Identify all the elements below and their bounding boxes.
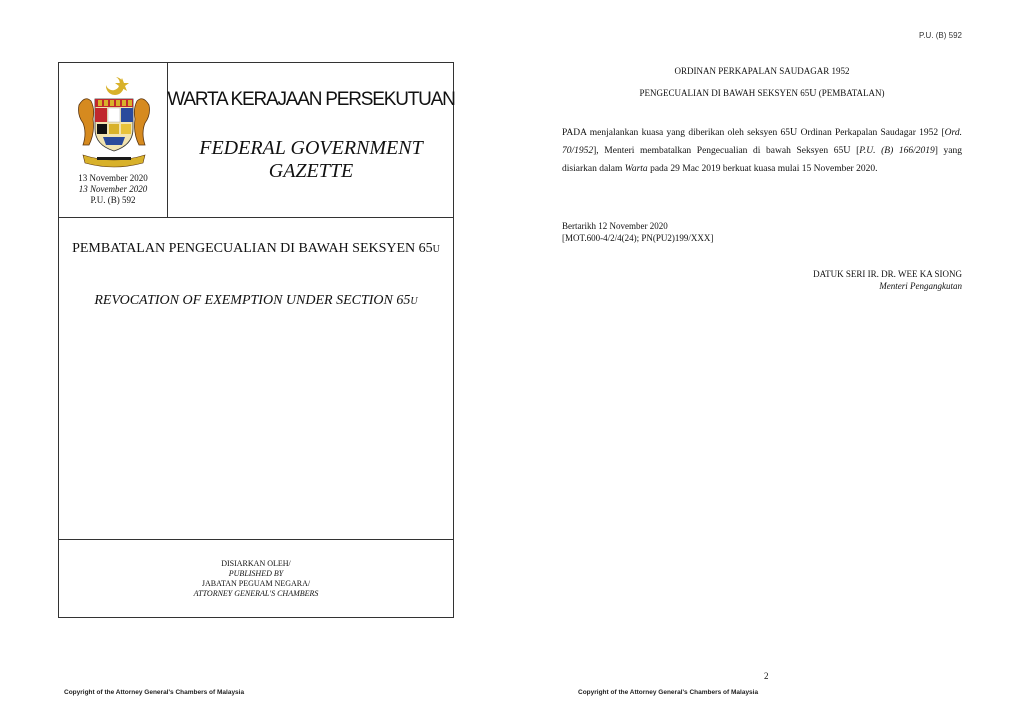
para-pu-ref: P.U. (B) 166/2019 [859,146,935,156]
cover-divider-bottom [59,539,453,540]
gazette-title-en-line2: GAZETTE [268,160,354,182]
cover-date-en: 13 November 2020 [78,184,148,194]
signature-block [813,268,962,292]
page-reference: P.U. (B) 592 [919,31,962,40]
cover-date-ms: 13 November 2020 [78,173,148,183]
para-suffix-2: U [843,145,851,156]
para-suffix-1: U [790,127,798,138]
cover-divider-top [59,217,453,218]
file-reference: [MOT.600-4/2/4(24); PN(PU2)199/XXX] [562,233,714,243]
para-text-4: [ [850,146,860,156]
dated-block [562,220,713,244]
gazette-title-ms: WARTA KERAJAAN PERSEKUTUAN [167,89,455,110]
page-number: 2 [764,671,769,681]
publisher-line4: ATTORNEY GENERAL'S CHAMBERS [193,589,319,598]
dated-line: Bertarikh 12 November 2020 [562,221,668,231]
cover-reference: P.U. (B) 592 [90,195,136,205]
para-text-1: PADA menjalankan kuasa yang diberikan oleh seksyen 65 [562,128,791,138]
notice-title-ms [59,241,453,257]
gazette-title-en-line1: FEDERAL GOVERNMENT [199,137,423,159]
section-suffix: U [432,244,440,255]
gazette-title-en [167,137,455,183]
body-paragraph [562,124,962,178]
right-page [512,0,1024,724]
act-title: ORDINAN PERKAPALAN SAUDAGAR 1952 [674,66,850,76]
para-text-2: Ordinan Perkapalan Saudagar 1952 [ [797,128,945,138]
order-title [562,88,962,99]
cover-meta [59,173,167,206]
gazette-cover-frame [58,62,454,618]
notice-title-ms-text: PEMBATALAN PENGECUALIAN DI BAWAH SEKSYEN 65 [72,241,433,256]
signatory-title: Menteri Pengangkutan [879,281,962,291]
publisher-block [59,559,453,599]
order-title-tail: (PEMBATALAN) [816,88,885,98]
para-text-6: pada 29 Mac 2019 berkuat kuasa mulai 15 November 2020. [647,164,878,174]
copyright-left: Copyright of the Attorney General's Chambers of Malaysia [64,689,245,696]
copyright-right: Copyright of the Attorney General's Chambers of Malaysia [578,689,759,696]
signatory-name: DATUK SERI IR. DR. WEE KA SIONG [813,269,962,279]
malaysia-coat-of-arms-icon [73,75,155,173]
para-text-3: ], Menteri membatalkan Pengecualian di bawah Seksyen 65 [593,146,844,156]
para-text-5: ] yang disiarkan dalam [562,146,962,174]
publisher-line2: PUBLISHED BY [228,569,284,578]
order-title-suffix: U [809,88,817,99]
notice-title-en-text: REVOCATION OF EXEMPTION UNDER SECTION 65 [94,293,411,308]
section-suffix-en: U [410,296,418,307]
para-ordinance-ref: Ord. 70/1952 [562,128,962,156]
publisher-line3: JABATAN PEGUAM NEGARA/ [201,579,311,588]
notice-title-en [59,293,453,309]
order-title-prefix: PENGECUALIAN DI BAWAH SEKSYEN 65 [639,88,810,98]
publisher-line1: DISIARKAN OLEH/ [221,559,291,568]
para-warta: Warta [624,164,648,174]
